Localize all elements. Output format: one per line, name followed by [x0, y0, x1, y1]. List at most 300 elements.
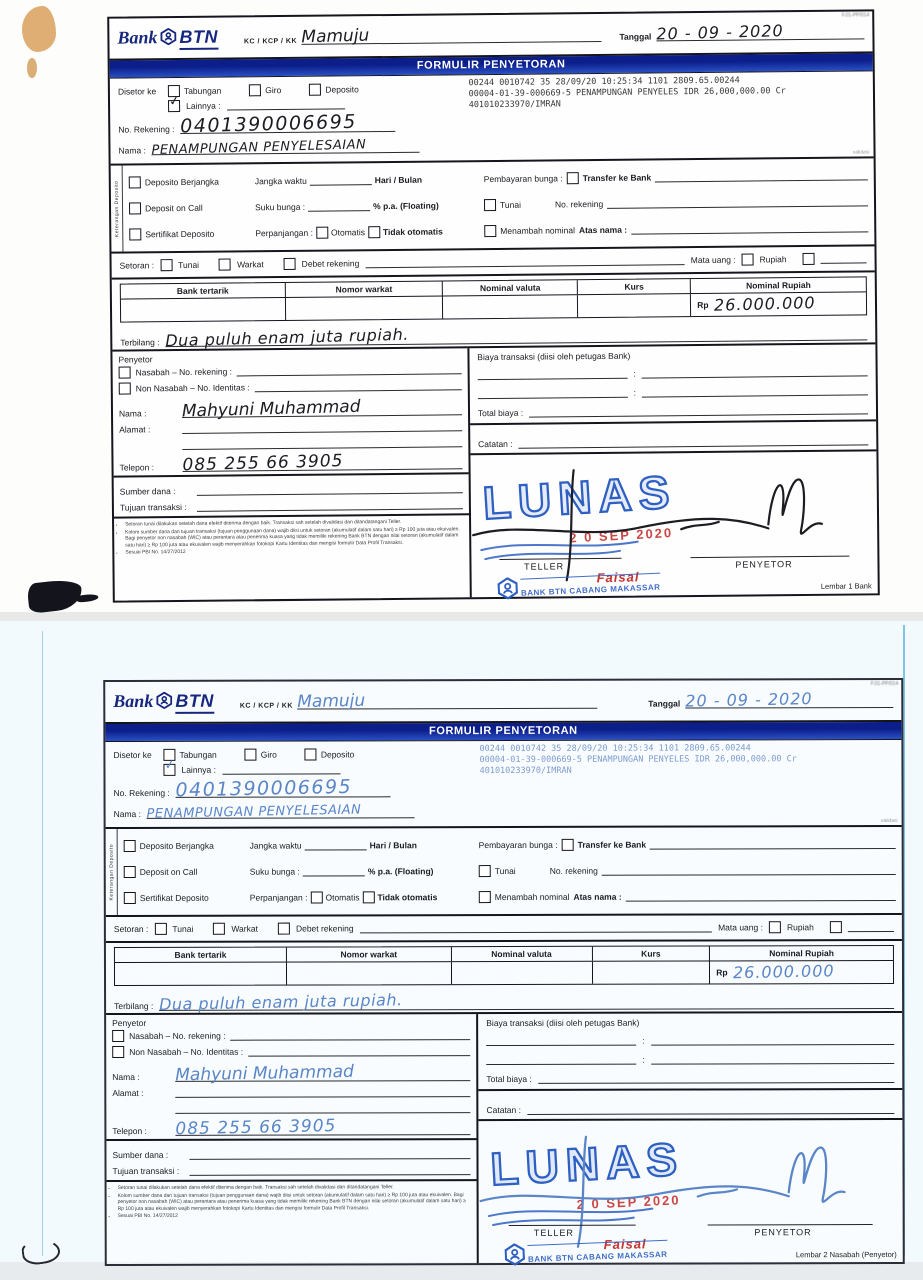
nasabah-rekening-line	[231, 1030, 471, 1041]
sumber-dana-line	[189, 1149, 470, 1160]
deposito-row-1	[124, 838, 896, 852]
deposit-on-call-label: Deposit on Call	[139, 866, 198, 877]
no-rekening-bunga-line	[602, 865, 896, 876]
setoran-warkat-label: Warkat	[231, 923, 258, 934]
rp-prefix: Rp	[697, 299, 709, 311]
nama-handwriting: PENAMPUNGAN PENYELESAIAN	[146, 802, 362, 822]
form-code: F.01-PP/014	[841, 12, 870, 19]
deposito-side-label: Keterangan Deposito	[111, 166, 124, 252]
lunas-stamp: LUNAS	[481, 465, 678, 530]
section-keterangan-deposito	[111, 158, 875, 253]
pa-floating-label: % p.a. (Floating)	[367, 866, 434, 877]
perpanjangan-label: Perpanjangan :	[255, 227, 314, 239]
no-rekening-bunga-label: No. rekening	[554, 198, 604, 210]
nasabah-rekening-line	[237, 364, 461, 376]
checkbox-deposito-berjangka	[129, 176, 141, 188]
otomatis-label: Otomatis	[325, 892, 360, 903]
form-header	[105, 680, 901, 722]
logo-bank-text: Bank	[117, 27, 158, 48]
suku-line	[308, 201, 370, 212]
rupiah-label: Rupiah	[759, 254, 787, 265]
penyetor-column	[106, 1014, 479, 1264]
fine-print-item: • Sesuai PBI No. 14/27/2012	[118, 1212, 471, 1219]
nominal-handwriting: 26.000.000	[732, 961, 835, 983]
checkbox-otomatis	[316, 227, 328, 239]
fine-print-item: • Kolom sumber dana dan tujuan transaksi (tujuan penggunaan dana) wajib diisi untuk setoran (akumulatif dalam satu hari) ≥ Rp 100 juta atau ekuivalen. Bagi penyetor non nasabah (WIC) atau perantara atau penerima kuasa yang tidak memiliki rekening Bank BTN dengan nilai setoran (akumulatif dalam satu hari) ≥ Rp 100 juta atau ekuivalen wajib menyerahkan fotokopi Kartu Identitas dan mengisi formulir Data Profil Transaksi.	[118, 1192, 471, 1212]
btn-hexagon-icon	[156, 692, 172, 711]
fine-print-item: • Kolom sumber dana dan tujuan transaksi (tujuan penggunaan dana) wajib diisi untuk setoran (akumulatif dalam satu hari) ≥ Rp 100 juta atau ekuivalen. Bagi penyetor non nasabah (WIC) atau perantara atau penerima kuasa yang tidak memiliki rekening Bank BTN dengan nilai setoran (akumulatif dalam satu hari) ≥ Rp 100 juta atau ekuivalen wajib menyerahkan fotokopi Kartu Identitas dan mengisi formulir Data Profil Transaksi.	[125, 526, 463, 549]
date-handwriting: 20 - 09 - 2020	[685, 689, 813, 711]
section-terbilang	[106, 984, 902, 1015]
no-rekening-label: No. Rekening :	[113, 787, 170, 799]
debet-rekening-label: Debet rekening	[295, 923, 354, 934]
checkbox-giro	[249, 84, 261, 96]
section-bottom	[106, 1013, 903, 1264]
table-cell-empty	[578, 294, 691, 317]
alamat-label: Alamat :	[119, 424, 151, 435]
header-nominal-rupiah: Nominal Rupiah	[769, 948, 834, 959]
tidak-otomatis-label: Tidak otomatis	[377, 892, 438, 903]
telepon-row	[106, 1113, 476, 1140]
checkbox-rupiah	[769, 921, 781, 933]
total-biaya-line	[538, 1073, 895, 1084]
otomatis-label: Otomatis	[330, 227, 366, 238]
formulir-penyetoran	[107, 9, 880, 602]
menambah-nominal-label: Menambah nominal	[494, 891, 570, 903]
nominal-handwriting: 26.000.000	[713, 293, 816, 315]
valuta-lain-line	[848, 922, 894, 932]
total-biaya-line	[529, 404, 868, 417]
deposito-berjangka-label: Deposito Berjangka	[144, 176, 220, 188]
sumber-dana-row	[106, 1143, 476, 1160]
teller-name-stamp: Faisal	[596, 569, 640, 586]
lembar-note: Lembar 2 Nasabah (Penyetor)	[795, 1249, 897, 1260]
branch-line	[300, 25, 601, 48]
bank-btn-logo	[113, 690, 214, 714]
no-rekening-bunga-line	[607, 196, 868, 209]
checkbox-setoran-warkat	[219, 259, 231, 271]
deposito-side-label: Keterangan Deposito	[106, 829, 118, 915]
btn-hexagon-icon	[505, 1243, 526, 1266]
checkbox-lainnya-checked	[163, 756, 177, 775]
total-biaya-label: Total biaya :	[477, 407, 524, 419]
transfer-label: Transfer ke Bank	[582, 172, 652, 184]
table-cell-empty	[593, 961, 711, 983]
option-giro	[245, 748, 277, 760]
jangka-waktu-label: Jangka waktu	[249, 840, 302, 851]
tunai-label: Tunai	[494, 865, 516, 877]
table-cell-empty	[286, 296, 444, 320]
deposito-berjangka-label: Deposito Berjangka	[139, 840, 214, 851]
checkbox-giro	[245, 748, 257, 760]
date-handwriting: 20 - 09 - 2020	[656, 21, 784, 44]
date-label: Tanggal	[648, 698, 681, 709]
no-rekening-line	[175, 775, 391, 802]
tujuan-transaksi-line	[197, 499, 463, 512]
header-bank-tertarik: Bank tertarik	[115, 948, 287, 962]
signature-area	[470, 449, 878, 597]
catatan-row	[470, 419, 876, 451]
tidak-otomatis-label: Tidak otomatis	[382, 226, 443, 238]
tujuan-transaksi-label: Tujuan transaksi :	[119, 501, 187, 513]
sertifikat-deposito-label: Sertifikat Deposito	[139, 892, 209, 903]
terbilang-label: Terbilang :	[114, 1000, 154, 1012]
rupiah-label: Rupiah	[786, 922, 814, 933]
setoran-label: Setoran :	[119, 260, 155, 271]
catatan-line	[519, 435, 869, 448]
branch-field	[239, 690, 649, 713]
checkbox-valuta-lain	[803, 253, 815, 265]
catatan-label: Catatan :	[478, 438, 513, 450]
checkbox-otomatis	[310, 891, 322, 903]
checkbox-tidak-otomatis	[362, 891, 374, 903]
option-label: Tabungan	[183, 85, 222, 96]
biaya-title: Biaya transaksi (diisi oleh petugas Bank)	[486, 1017, 640, 1029]
suku-bunga-label: Suku bunga :	[254, 201, 306, 213]
penyetor-label: PENYETOR	[735, 559, 793, 570]
terbilang-handwriting: Dua puluh enam juta rupiah.	[165, 324, 410, 351]
checkbox-transfer	[567, 172, 579, 184]
nominal-rupiah-cell	[710, 961, 893, 983]
branch-handwriting: Mamuju	[296, 690, 365, 713]
option-label: Giro	[260, 749, 277, 760]
date-stamp: 2 0 SEP 2020	[576, 1192, 682, 1213]
checkbox-sertifikat-deposito	[124, 892, 136, 904]
paper-stain	[22, 6, 56, 52]
penyetor-nama-line	[175, 1061, 470, 1086]
teller-label: TELLER	[524, 561, 565, 572]
valuta-lain-line	[821, 253, 867, 263]
header-bank-tertarik: Bank tertarik	[121, 283, 286, 299]
colon: :	[642, 1054, 645, 1065]
debet-rekening-line	[365, 255, 685, 268]
date-field	[648, 689, 893, 711]
catatan-line	[527, 1104, 894, 1115]
validasi-note: validasi	[880, 817, 898, 825]
paper-stain	[27, 58, 37, 78]
header-nomor-warkat: Nomor warkat	[287, 947, 451, 961]
teller-validation-print	[480, 743, 797, 777]
lainnya-label: Lainnya :	[186, 100, 221, 111]
biaya-column	[478, 1013, 903, 1263]
teller-validation-print	[468, 75, 786, 111]
option-label: Tabungan	[179, 749, 217, 760]
biaya-line	[478, 388, 628, 399]
checkbox-non-nasabah	[112, 1046, 124, 1058]
page2-left-edge	[42, 631, 43, 1256]
terbilang-handwriting: Dua puluh enam juta rupiah.	[159, 990, 403, 1015]
atas-nama-line	[626, 891, 896, 902]
btn-hexagon-icon	[497, 577, 518, 600]
alamat-row	[106, 1081, 476, 1098]
biaya-line	[651, 1035, 895, 1046]
sumber-dana-row	[114, 477, 469, 496]
checkbox-tunai-bunga	[479, 865, 491, 877]
biaya-row-1	[478, 1028, 902, 1048]
colon: :	[642, 1035, 645, 1046]
sumber-dana-label: Sumber dana :	[112, 1149, 169, 1161]
branch-field	[244, 26, 620, 46]
jangka-line	[310, 175, 372, 186]
header-nominal-valuta: Nominal valuta	[451, 947, 592, 961]
mata-uang-label: Mata uang :	[690, 254, 736, 266]
formulir-penyetoran	[103, 678, 905, 1266]
section-keterangan-deposito	[106, 827, 902, 917]
nasabah-label: Nasabah – No. rekening :	[129, 1030, 226, 1041]
date-line	[685, 689, 893, 711]
option-label: Deposito	[320, 748, 355, 759]
fine-print	[114, 513, 469, 560]
penyetor-title: Penyetor	[112, 1017, 147, 1029]
branch-stamp-text: BANK BTN CABANG MAKASSAR	[528, 1239, 668, 1263]
non-nasabah-identitas-line	[248, 1046, 470, 1057]
telepon-label: Telepon :	[112, 1125, 147, 1137]
debet-rekening-line	[360, 922, 712, 933]
transfer-line	[655, 170, 868, 182]
validation-line: 00004-01-39-000669-5 PENAMPUNGAN PENYELES IDR 26,000,000.00 Cr	[479, 754, 797, 766]
header-kurs: Kurs	[592, 946, 710, 960]
section-warkat-table	[106, 941, 902, 986]
colon: :	[633, 387, 637, 398]
disetor-label: Disetor ke	[113, 749, 152, 760]
terbilang-label: Terbilang :	[120, 337, 160, 348]
option-label: Giro	[265, 84, 282, 95]
no-rekening-label: No. Rekening :	[118, 124, 175, 135]
validasi-note: validasi	[852, 149, 870, 156]
checkmark: ✓	[163, 756, 177, 774]
deposito-row-1	[129, 169, 868, 188]
checkmark: ✓	[167, 92, 181, 110]
deposito-row-3	[124, 890, 896, 904]
scan-divider	[0, 612, 923, 621]
perpanjangan-label: Perpanjangan :	[249, 892, 308, 903]
non-nasabah-label: Non Nasabah – No. Identitas :	[129, 1046, 244, 1057]
checkbox-debet-rekening	[278, 923, 290, 935]
header-kurs: Kurs	[578, 279, 691, 294]
option-giro	[249, 84, 281, 96]
deposito-row-2	[129, 195, 868, 214]
menambah-nominal-label: Menambah nominal	[500, 225, 575, 236]
telepon-row	[113, 447, 468, 476]
deposit-on-call-label: Deposit on Call	[144, 202, 203, 214]
lainnya-line	[222, 764, 340, 774]
setoran-tunai-label: Tunai	[178, 259, 200, 271]
nasabah-label: Nasabah – No. rekening :	[135, 366, 233, 378]
no-rekening-row	[113, 775, 893, 802]
form-code: F.01-PP/014	[870, 680, 899, 688]
tujuan-transaksi-row	[114, 493, 469, 512]
checkbox-deposit-on-call	[124, 866, 136, 878]
catatan-label: Catatan :	[486, 1104, 521, 1116]
logo-btn-text: BTN	[175, 691, 214, 714]
biaya-line	[477, 369, 627, 380]
checkbox-tunai-bunga	[484, 199, 496, 211]
telepon-handwriting: 085 255 66 3905	[182, 451, 344, 476]
non-nasabah-label: Non Nasabah – No. Identitas :	[135, 382, 250, 394]
date-line	[656, 21, 864, 44]
branch-handwriting: Mamuju	[300, 25, 370, 48]
signature-area	[479, 1118, 903, 1263]
suku-line	[303, 866, 365, 876]
nama-line	[151, 137, 420, 159]
total-biaya-row	[470, 397, 876, 420]
checkbox-setoran-tunai	[160, 259, 172, 271]
checkbox-debet-rekening	[284, 258, 296, 270]
checkbox-deposito	[309, 83, 321, 95]
hari-bulan-label: Hari / Bulan	[374, 174, 423, 186]
sumber-dana-label: Sumber dana :	[119, 486, 176, 497]
branch-stamp-text: BANK BTN CABANG MAKASSAR	[520, 572, 660, 597]
checkbox-deposito	[305, 748, 317, 760]
setoran-warkat-label: Warkat	[236, 259, 264, 270]
lainnya-label: Lainnya :	[181, 764, 216, 775]
non-nasabah-identitas-line	[255, 380, 462, 392]
validation-line: 00004-01-39-000669-5 PENAMPUNGAN PENYELES IDR 26,000,000.00 Cr	[468, 86, 786, 100]
total-biaya-row	[478, 1066, 902, 1086]
setoran-tunai-label: Tunai	[172, 923, 194, 934]
biaya-line	[642, 385, 868, 397]
setoran-label: Setoran :	[113, 923, 149, 935]
fine-print	[107, 1179, 477, 1223]
fine-print-item: • Setoran tunai dilakukan setelah dana efektif diterima dengan baik. Transaksi sah setelah divalidasi dan ditandatangani Teller.	[118, 1184, 471, 1191]
table-cell-empty	[115, 963, 287, 985]
checkbox-nasabah	[119, 366, 131, 378]
checkbox-valuta-lain	[830, 921, 842, 933]
penyetor-label: PENYETOR	[754, 1227, 812, 1238]
telepon-line	[175, 1116, 470, 1140]
penyetor-nama-label: Nama :	[118, 408, 147, 419]
biaya-title: Biaya transaksi (diisi oleh petugas Bank)	[477, 350, 631, 363]
teller-label: TELLER	[533, 1227, 574, 1238]
sertifikat-deposito-label: Sertifikat Deposito	[145, 228, 215, 240]
telepon-line	[182, 451, 462, 476]
table-cell-empty	[443, 295, 578, 318]
fine-print-item: • Sesuai PBI No. 14/27/2012	[125, 546, 463, 556]
checkbox-nasabah	[112, 1030, 124, 1042]
penyetor-nama-row	[106, 1059, 476, 1086]
terbilang-line	[159, 990, 894, 1015]
logo-btn-text: BTN	[179, 27, 218, 50]
atas-nama-label: Atas nama :	[578, 224, 628, 236]
checkbox-rupiah	[742, 254, 754, 266]
biaya-line	[486, 1036, 636, 1046]
penyetor-column	[112, 348, 471, 600]
form-title-bar: FORMULIR PENYETORAN	[105, 720, 901, 741]
date-stamp: 2 0 SEP 2020	[568, 525, 674, 546]
lainnya-line	[227, 99, 345, 110]
telepon-handwriting: 085 255 66 3905	[175, 1116, 337, 1140]
pembayaran-bunga-label: Pembayaran bunga :	[483, 173, 563, 185]
nasabah-row	[106, 1027, 476, 1044]
tunai-label: Tunai	[499, 199, 522, 210]
non-nasabah-row	[106, 1043, 476, 1060]
section-disetor-ke	[105, 739, 901, 829]
logo-bank-text: Bank	[113, 690, 154, 712]
catatan-row	[478, 1088, 902, 1117]
checkbox-non-nasabah	[119, 382, 131, 394]
deposito-grid	[118, 827, 902, 915]
deposit-form-sheet	[103, 678, 905, 1266]
biaya-row-2	[478, 1047, 902, 1067]
penyetor-nama-label: Nama :	[112, 1071, 140, 1083]
no-rekening-handwriting: 0401390006695	[175, 775, 353, 802]
jangka-waktu-label: Jangka waktu	[254, 175, 307, 187]
atas-nama-line	[631, 222, 868, 234]
jangka-line	[305, 840, 367, 850]
section-setoran	[106, 915, 902, 943]
disetor-label: Disetor ke	[117, 85, 157, 97]
validation-line: 401010233970/IMRAN	[479, 765, 572, 777]
hari-bulan-label: Hari / Bulan	[369, 840, 417, 851]
sumber-dana-block	[114, 472, 469, 512]
no-rekening-handwriting: 0401390006695	[180, 110, 358, 138]
alamat-row-2	[106, 1097, 476, 1114]
bank-btn-logo	[117, 26, 218, 51]
total-biaya-label: Total biaya :	[486, 1073, 532, 1085]
tujuan-transaksi-row	[106, 1159, 476, 1176]
checkbox-transfer	[562, 839, 574, 851]
table-cell-empty	[287, 962, 451, 984]
lunas-stamp: LUNAS	[489, 1132, 686, 1196]
nominal-rupiah-cell	[691, 292, 866, 316]
header-nominal-valuta: Nominal valuta	[443, 280, 578, 295]
nama-label: Nama :	[113, 808, 142, 820]
deposito-row-2	[124, 864, 896, 878]
debet-rekening-label: Debet rekening	[301, 258, 360, 269]
section-bottom	[112, 344, 877, 600]
pa-floating-label: % p.a. (Floating)	[373, 200, 439, 212]
branch-label: KC / KCP / KK	[239, 702, 293, 710]
branch-label: KC / KCP / KK	[243, 37, 298, 46]
transfer-label: Transfer ke Bank	[577, 839, 647, 850]
terbilang-line	[165, 324, 867, 351]
biaya-column	[469, 344, 878, 597]
table-cell-empty	[121, 298, 286, 322]
checkbox-tidak-otomatis	[368, 226, 380, 238]
validation-line: 00244 0010742 35 28/09/20 10:25:34 1101 2809.65.00244	[479, 743, 751, 755]
btn-hexagon-icon	[160, 28, 176, 47]
teller-name-stamp: Faisal	[603, 1236, 647, 1253]
no-rekening-bunga-label: No. rekening	[549, 865, 598, 876]
no-rekening-line	[180, 110, 395, 138]
checkbox-menambah-nominal	[484, 225, 496, 237]
table-cell-empty	[452, 962, 593, 984]
alamat-label: Alamat :	[112, 1087, 144, 1099]
pembayaran-bunga-label: Pembayaran bunga :	[478, 839, 558, 851]
header-nomor-warkat: Nomor warkat	[286, 281, 444, 297]
date-field	[619, 21, 864, 44]
table-data-row	[115, 961, 893, 985]
atas-nama-label: Atas nama :	[573, 891, 622, 902]
checkbox-lainnya-checked	[167, 92, 181, 111]
penyetor-nama-handwriting: Mahyuni Muhammad	[181, 396, 361, 422]
suku-bunga-label: Suku bunga :	[249, 866, 300, 877]
section-disetor-ke	[110, 70, 874, 165]
checkbox-setoran-warkat	[213, 923, 225, 935]
warkat-table	[114, 945, 894, 986]
fine-print-item: • Setoran tunai dilakukan setelah dana efektif diterima dengan baik. Transaksi sah setelah divalidasi dan ditandatangani Teller.	[125, 518, 463, 528]
form-header	[109, 11, 872, 58]
tujuan-transaksi-label: Tujuan transaksi :	[112, 1165, 180, 1177]
checkbox-setoran-tunai	[154, 923, 166, 935]
penyetor-title: Penyetor	[118, 354, 153, 365]
checkbox-menambah-nominal	[479, 891, 491, 903]
biaya-line	[651, 1054, 895, 1065]
validation-line: 00244 0010742 35 28/09/20 10:25:34 1101 2809.65.00244	[468, 75, 740, 89]
option-deposito	[305, 748, 355, 760]
deposit-form-sheet	[107, 9, 880, 602]
checkbox-sertifikat-deposito	[129, 228, 141, 240]
